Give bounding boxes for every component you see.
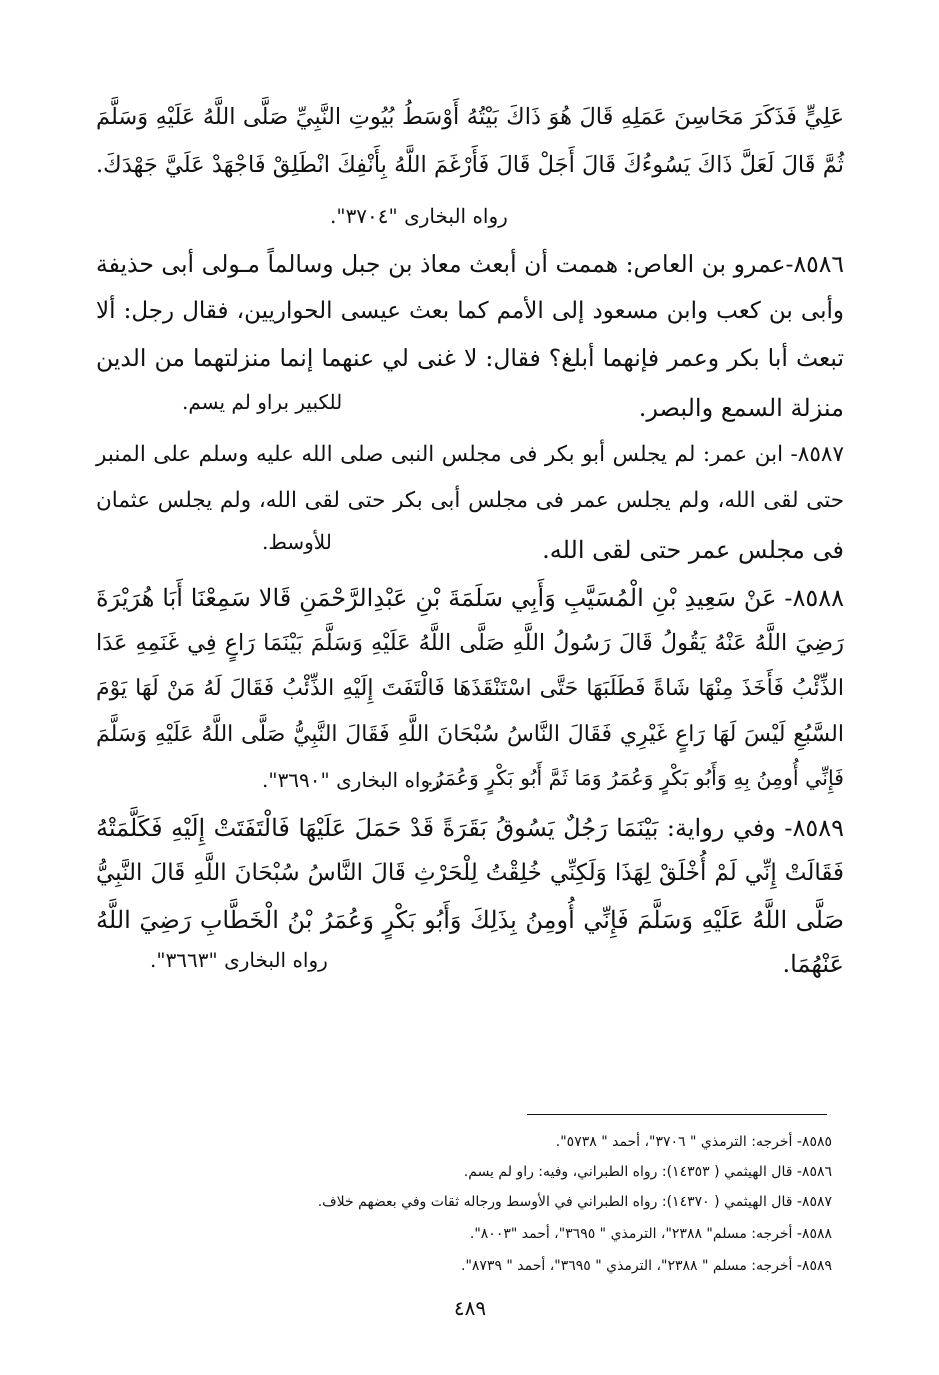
hadith-8588-line-4: السَّبُعِ لَيْسَ لَهَا رَاعٍ غَيْرِي فَقَالَ النَّاسُ سُبْحَانَ اللَّهِ فَقَالَ النَّبِيُّ صَلَّى اللَّهُ عَلَيْهِ وَسَلَّمَ bbox=[96, 722, 844, 747]
hadith-8589-line-2: فَقَالَتْ إِنِّي لَمْ أُخْلَقْ لِهَذَا وَلَكِنِّي خُلِقْتُ لِلْحَرْثِ قَالَ النَّاسُ سُبْحَانَ اللَّهِ قَالَ النَّبِيُّ bbox=[96, 860, 844, 886]
hadith-8587-line-1: ٨٥٨٧- ابن عمر: لم يجلس أبو بكر فى مجلس النبى صلى الله عليه وسلم على المنبر bbox=[96, 442, 844, 467]
hadith-8588-source: رواه البخارى "٣٦٩٠". bbox=[262, 768, 440, 792]
hadith-8586-source: للكبير براو لم يسم. bbox=[182, 390, 343, 414]
hadith-8588-line-5: فَإِنِّي أُومِنُ بِهِ وَأَبُو بَكْرٍ وَعُمَرُ وَمَا ثَمَّ أَبُو بَكْرٍ وَعُمَرُ. bbox=[426, 766, 844, 790]
hadith-8586-line-2: وأبى بن كعب وابن مسعود إلى الأمم كما بعث عيسى الحواريين، فقال رجل: ألا bbox=[96, 298, 844, 324]
hadith-8585-line-2: ثُمَّ قَالَ لَعَلَّ ذَاكَ يَسُوءُكَ قَالَ أَجَلْ قَالَ فَأَرْغَمَ اللَّهُ بِأَنْفِكَ انْطَلِقْ فَاجْهَدْ عَلَيَّ جَهْدَكَ. bbox=[96, 152, 844, 178]
hadith-8588-line-3: الذِّئْبُ فَأَخَذَ مِنْهَا شَاةً فَطَلَبَهَا حَتَّى اسْتَنْقَذَهَا فَالْتَفَتَ إِلَيْهِ الذِّئْبُ فَقَالَ لَهُ مَنْ لَهَا يَوْمَ bbox=[96, 676, 844, 701]
hadith-8586-line-1: ٨٥٨٦-عمرو بن العاص: هممت أن أبعث معاذ بن جبل وسالماً مـولى أبى حذيفة bbox=[96, 250, 844, 278]
hadith-8585-line-1: عَلِيٍّ فَذَكَرَ مَحَاسِنَ عَمَلِهِ قَالَ هُوَ ذَاكَ بَيْتُهُ أَوْسَطُ بُيُوتِ النَّبِيِّ صَلَّى اللَّهُ عَلَيْهِ وَسَلَّمَ bbox=[96, 104, 844, 130]
hadith-8589-line-1: ٨٥٨٩- وفي رواية: بَيْنَمَا رَجُلٌ يَسُوقُ بَقَرَةً قَدْ حَمَلَ عَلَيْهَا فَالْتَفَتَتْ إِلَيْهِ فَكَلَّمَتْهُ bbox=[96, 814, 844, 842]
hadith-8586-line-4: منزلة السمع والبصر. bbox=[638, 394, 844, 422]
hadith-8588-line-2: رَضِيَ اللَّهُ عَنْهُ يَقُولُ قَالَ رَسُولُ اللَّهِ صَلَّى اللَّهُ عَلَيْهِ وَسَلَّمَ بَيْنَمَا رَاعٍ فِي غَنَمِهِ عَدَا bbox=[96, 630, 844, 656]
hadith-8589-line-4: عَنْهُمَا. bbox=[782, 950, 844, 978]
footnote-8588: ٨٥٨٨- أخرجه: مسلم" ٢٣٨٨"، الترمذي " ٣٦٩٥"، أحمد "٨٠٠٣". bbox=[469, 1226, 832, 1242]
hadith-8587-line-2: حتى لقى الله، ولم يجلس عمر فى مجلس أبى بكر حتى لقى الله، ولم يجلس عثمان bbox=[96, 488, 844, 513]
footnote-8589: ٨٥٨٩- أخرجه: مسلم " ٢٣٨٨"، الترمذي " ٣٦٩٥"، أحمد " ٨٧٣٩". bbox=[461, 1258, 832, 1274]
footnote-8586: ٨٥٨٦- قال الهيثمي ( ١٤٣٥٣): رواه الطبراني، وفيه: راو لم يسم. bbox=[463, 1164, 832, 1180]
footnote-8587: ٨٥٨٧- قال الهيثمي ( ١٤٣٧٠): رواه الطبراني في الأوسط ورجاله ثقات وفي بعضهم خلاف. bbox=[317, 1194, 832, 1210]
footnote-8585: ٨٥٨٥- أخرجه: الترمذي " ٣٧٠٦"، أحمد " ٥٧٣٨". bbox=[555, 1134, 832, 1150]
hadith-8587-line-3: فى مجلس عمر حتى لقى الله. bbox=[542, 536, 844, 564]
hadith-8586-line-3: تبعث أبا بكر وعمر فإنهما أبلغ؟ فقال: لا غنى لي عنهما إنما منزلتهما من الدين bbox=[96, 344, 844, 372]
hadith-8589-line-3: صَلَّى اللَّهُ عَلَيْهِ وَسَلَّمَ فَإِنِّي أُومِنُ بِذَلِكَ وَأَبُو بَكْرٍ وَعُمَرُ بْنُ الْخَطَّابِ رَضِيَ اللَّهُ bbox=[96, 906, 844, 934]
hadith-8587-source: للأوسط. bbox=[262, 530, 332, 554]
hadith-8585-source: رواه البخارى "٣٧٠٤". bbox=[330, 204, 508, 228]
page-number: ٤٨٩ bbox=[453, 1296, 487, 1320]
footnote-separator bbox=[527, 1114, 827, 1115]
hadith-8589-source: رواه البخارى "٣٦٦٣". bbox=[150, 948, 328, 972]
hadith-8588-line-1: ٨٥٨٨- عَنْ سَعِيدِ بْنِ الْمُسَيَّبِ وَأَبِي سَلَمَةَ بْنِ عَبْدِالرَّحْمَنِ قَالا سَمِعْنَا أَبَا هُرَيْرَةَ bbox=[96, 584, 844, 612]
